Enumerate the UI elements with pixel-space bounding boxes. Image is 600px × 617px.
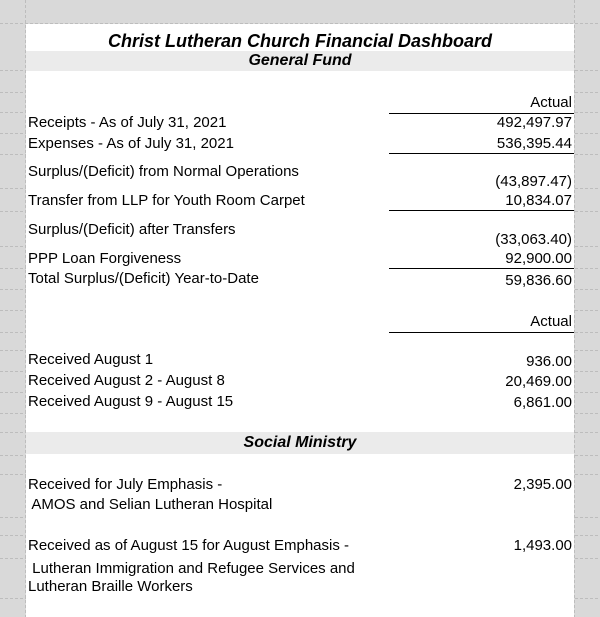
received-aug-2-8-amount: 20,469.00 xyxy=(505,373,572,390)
total-surplus-label: Total Surplus/(Deficit) Year-to-Date xyxy=(28,270,259,287)
received-aug-1-label: Received August 1 xyxy=(28,351,154,368)
august-emphasis-recipients-line2: Lutheran Braille Workers xyxy=(28,578,193,595)
july-emphasis-label: Received for July Emphasis - xyxy=(28,476,223,493)
social-ministry-heading: Social Ministry xyxy=(243,434,357,451)
august-emphasis-recipients-line1: Lutheran Immigration and Refugee Services and xyxy=(28,560,355,577)
ppp-underline xyxy=(389,268,574,269)
july-emphasis-recipients: AMOS and Selian Lutheran Hospital xyxy=(28,496,273,513)
july-emphasis-amount: 2,395.00 xyxy=(513,476,572,493)
august-emphasis-amount: 1,493.00 xyxy=(513,537,572,554)
transfer-amount: 10,834.07 xyxy=(505,192,572,209)
surplus-after-transfers-amount: (33,063.40) xyxy=(495,231,572,248)
receipts-label: Receipts - As of July 31, 2021 xyxy=(28,114,227,131)
weekly-actual-header: Actual xyxy=(530,313,572,330)
total-surplus-amount: 59,836.60 xyxy=(505,272,572,289)
received-aug-9-15-label: Received August 9 - August 15 xyxy=(28,393,234,410)
receipts-amount: 492,497.97 xyxy=(496,114,572,131)
ppp-loan-label: PPP Loan Forgiveness xyxy=(28,250,182,267)
expenses-label: Expenses - As of July 31, 2021 xyxy=(28,135,234,152)
expenses-underline xyxy=(389,153,574,154)
weekly-header-underline xyxy=(389,332,574,333)
transfer-underline xyxy=(389,210,574,211)
dashboard-sheet xyxy=(26,24,574,617)
received-aug-9-15-amount: 6,861.00 xyxy=(513,394,572,411)
surplus-normal-amount: (43,897.47) xyxy=(495,173,572,190)
actual-column-header: Actual xyxy=(530,94,572,111)
ppp-loan-amount: 92,900.00 xyxy=(505,250,572,267)
general-fund-heading: General Fund xyxy=(248,52,352,69)
received-aug-2-8-label: Received August 2 - August 8 xyxy=(28,372,225,389)
august-emphasis-label: Received as of August 15 for August Emphasis - xyxy=(28,537,350,554)
expenses-amount: 536,395.44 xyxy=(496,135,572,152)
received-aug-1-amount: 936.00 xyxy=(526,353,572,370)
transfer-label: Transfer from LLP for Youth Room Carpet xyxy=(28,192,305,209)
surplus-after-transfers-label: Surplus/(Deficit) after Transfers xyxy=(28,221,236,238)
page-title: Christ Lutheran Church Financial Dashboard xyxy=(107,31,493,51)
surplus-normal-label: Surplus/(Deficit) from Normal Operations xyxy=(28,163,299,180)
